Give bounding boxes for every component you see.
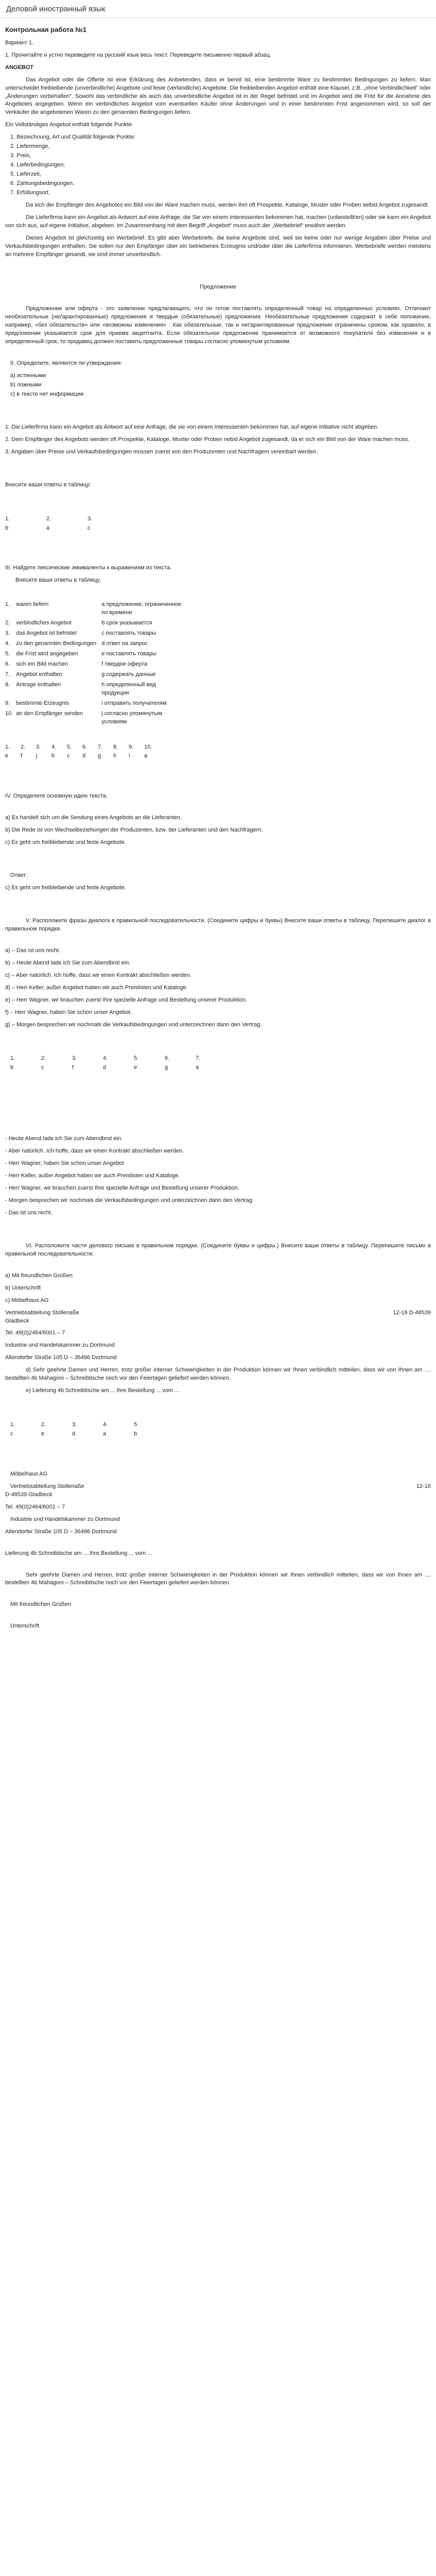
grid-cell: b: [51, 753, 55, 759]
answer-label: Ответ:: [10, 872, 28, 879]
table-cell: 10.: [5, 710, 13, 717]
table-cell: das Angebot ist befristet: [16, 630, 77, 637]
table-cell: Angebot enthalten: [16, 671, 62, 677]
final-signature: Unterschrift: [10, 1623, 40, 1630]
final-subject: Lieferung 4b Schreibtische am ....Ihre Bestellung ... vom ...: [5, 1550, 152, 1556]
list-item: b) ложными: [10, 381, 42, 388]
letter-address: [5, 1309, 431, 1317]
final-greeting: Mit freundlichen Grüßen: [10, 1601, 71, 1608]
list-item: а) истинными: [10, 372, 46, 379]
grid-cell: 7.: [98, 743, 103, 750]
table-cell: bestimmte Erzeugnis: [16, 700, 69, 706]
table-cell: c поставлять товары: [101, 630, 156, 637]
answer-text: c) Es geht um freibleibende und feste Angebote.: [5, 885, 126, 891]
dialog-answer-line: - Herr Keller, außer Angebot haben wir auch Preislisten und Kataloge.: [5, 1173, 180, 1179]
final-address: [5, 1483, 431, 1491]
grid-cell: h: [113, 753, 117, 759]
table-row: [5, 709, 187, 728]
grid-cell: 6.: [82, 743, 88, 750]
variant: Вариант 1.: [5, 39, 34, 46]
task2-title: II. Определите, являются ли утверждения:: [10, 360, 123, 367]
table-cell: 9.: [5, 700, 10, 706]
grid-cell: e: [5, 753, 9, 759]
answer-grid-label: Внесите ваши ответы в таблицу:: [5, 481, 91, 488]
grid-cell: 2.: [21, 743, 26, 750]
grid-cell: 4.: [51, 743, 57, 750]
letter-answer-letters: [5, 1430, 431, 1438]
ru-translation: Предложение или оферта - это заявление предлагающего, что он готов поставлять определенный товар на определенных условиях. Отличают необязательные (неґарантированные) предложения и твердые (обязательные) предложения. Необязательные предложения содержат в себе положение, например, «без обязательств» или «возможны изменения» . Как обязательные, так и неґарантированные предложения ограничены сроком, как правило, в предложении указывается срок для приема акцептанта. Если обязательное предложение принимается от возможного покупателя без изменения и в определенный срок, то продавец должен поставить предложенные товары согласно упомянутым условиям.: [5, 306, 431, 345]
dialog-line: d) – Herr Keller, außer Angebot haben wir auch Preislisten und Kataloge.: [5, 984, 188, 991]
grid-cell: a: [103, 1431, 107, 1437]
final-ind: Industrie und Handelskammer zu Dortmund: [10, 1516, 120, 1522]
doc-title: Контрольная работа №1: [5, 26, 86, 33]
table-cell: waren liefern: [16, 601, 49, 608]
task1: 1. Прочитайте и устно переведите на русский язык весь текст. Переведите письменно первый абзац.: [5, 52, 271, 58]
grid-cell: 4.: [103, 1421, 108, 1428]
table-cell: an den Empfänger senden: [16, 710, 83, 717]
grid-cell: f: [21, 753, 23, 759]
table-cell: e поставлять товары: [101, 651, 156, 657]
grid-cell: c: [41, 1064, 44, 1071]
table-cell: 7.: [5, 671, 10, 677]
list-item: 6. Zahlungsbedingungen,: [10, 180, 75, 187]
answer-grid-letters: [5, 524, 431, 533]
grid-cell: 1.: [5, 743, 10, 750]
grid-cell: a: [144, 753, 148, 759]
address-left: Vertriebsabteilung Stollenaße: [5, 1309, 79, 1316]
table-cell: sich ein Bild machen: [16, 660, 68, 667]
table-cell: Antrage enthalten: [16, 681, 61, 688]
table-cell: 6.: [5, 660, 10, 667]
grid-cell: 6.: [165, 1055, 170, 1062]
grid-cell: f: [72, 1064, 74, 1071]
final-body: Sehr geehrte Damen und Herren, trotz großer interner Schwierigkeiten in der Produktion können wir Ihnen verbindlich mitteilen, dass wir von Ihnen am .... bestellten 4b Mahagoni – Schreibtische noch vor den Feiertagen geliefert werden können.: [5, 1571, 431, 1586]
table-row: [5, 619, 187, 629]
grid-cell: 10.: [144, 743, 152, 750]
grid-cell: b: [10, 1064, 14, 1071]
task3-subtitle: Внесите ваши ответы в таблицу.: [15, 577, 101, 584]
grid-cell: d: [72, 1431, 76, 1437]
table-cell: d ответ на запрос: [101, 640, 148, 647]
grid-cell: e: [41, 1431, 45, 1437]
list-item: 1. Bezeichnung, Art und Qualität folgende Punkte:: [10, 134, 136, 141]
grid-cell: 3.: [72, 1055, 77, 1062]
table-cell: zu den genannten Bedingungen: [16, 640, 97, 647]
grid-cell: c: [88, 524, 91, 531]
table-cell: h определенный вид продукции: [101, 681, 156, 696]
table-cell: die Frist wird angegeben: [16, 651, 78, 657]
grid-cell: 9.: [129, 743, 134, 750]
letter-part-d: d) Sehr geehrte Damen und Herren, trotz großer interner Schwierigkeiten in der Produktion können wir Ihnen verbindlich mitteilen, dass wir von Ihnen am .... bestellten 4b Mahagoni – Schreibtische noch vor den Feiertagen geliefert werden können.: [5, 1367, 431, 1382]
grid-cell: 3.: [88, 515, 93, 522]
grid-cell: i: [129, 753, 130, 759]
grid-cell: c: [67, 753, 70, 759]
ru-heading: Предложение: [200, 284, 236, 291]
grid-cell: 1.: [10, 1055, 15, 1062]
final-city: D-48539 Gladbeck: [5, 1491, 53, 1498]
grid-cell: d: [82, 753, 86, 759]
letter-part-c: c) Möbelhaus AG: [5, 1297, 49, 1303]
task4-option-a: a) Es handelt sich um die Sendung eines Angebots an die Lieferanten.: [5, 815, 182, 821]
list-item: c) в тексте нет информации: [10, 391, 84, 397]
table-row: [5, 650, 187, 660]
dialog-answer-letters: [5, 1064, 431, 1072]
table-row: [5, 629, 187, 639]
letter-tel: Tel. 49(0)2464/6001 – 7: [5, 1330, 65, 1336]
task2-options: [5, 372, 431, 399]
letter-ind: Industrie und Handelskammer zu Dortmund: [5, 1342, 115, 1349]
grid-cell: a: [196, 1064, 199, 1071]
grid-cell: 2.: [46, 515, 51, 522]
document-body: [0, 18, 436, 1631]
dialog-line: f) – Herr Wagner, haben Sie schon unser Angebot.: [5, 1009, 132, 1015]
table-cell: verbindliches Angebot: [16, 620, 72, 626]
match-answer-numbers: [5, 743, 431, 752]
para-2-intro: Ein Vollständiges Angebot enthält folgende Punkte:: [5, 122, 133, 128]
final-tel: Tel. 49(0)2464/6001 – 7: [5, 1503, 65, 1510]
table-cell: 3.: [5, 630, 10, 637]
table-row: [5, 699, 187, 709]
list-item: 3. Preis,: [10, 152, 31, 159]
grid-cell: a: [46, 524, 50, 531]
para-1: Das Angebot oder die Offerte ist eine Erklärung des Anbietenden, dass er bereit ist, eine bestimmte Ware zu bestimmten Bedingungen zu liefern. Man unterscheidet freibleibende (unverbindliche) Angebote und feste (verbindliche) Angebote. Die freibleibenden Angebot enthält eine Klausel, z.B. „ohne Verbindlichkeit“ oder „Änderungen vorbehalten“. Sowohl das verbindliche als auch das unverbindliche Angebot ist in der Regel befristet und im Angebot wird die Frist für die Annahme des Angebotes angegeben. Wenn ein verbindliches Angebot vom eventuellen Käufer ohne Änderungen und in einer bestimmten Frist angenommen wird, so soll der Verkäufer die angebotenen Waren zu den genannten Bedingungen liefern.: [5, 76, 431, 116]
dialog-answer-line: - Das ist uns recht.: [5, 1209, 53, 1216]
table-cell: а предложение, ограниченное по времени: [101, 601, 182, 616]
letter-alt: Altendorfer Straße 105 D – 36486 Dortmund: [5, 1354, 117, 1361]
task4-title: IV. Определите основную идею текста.: [5, 793, 108, 800]
address-right: 12-16: [416, 1483, 431, 1489]
grid-cell: d: [103, 1064, 107, 1071]
grid-cell: b: [134, 1431, 137, 1437]
table-cell: 1.: [5, 601, 10, 608]
grid-cell: 3.: [72, 1421, 77, 1428]
dialog-line: a) – Das ist uns recht.: [5, 947, 60, 954]
dialog-answer-line: - Heute Abend lade ich Sie zum Abendbrot ein.: [5, 1136, 123, 1142]
statement-3: 3. Angaben über Preise und Verkaufsbedingungen müssen zuerst von den Produzenten und Nachfragern vereinbart werden.: [5, 448, 318, 455]
task4-option-b: b) Die Rede ist von Wechselbeziehungen der Produzenten, bzw. der Lieferanten und den Nachfragern.: [5, 827, 263, 834]
table-cell: b срок указывается: [101, 620, 152, 626]
grid-cell: 1.: [10, 1421, 15, 1428]
statement-2: 2. Dem Empfänger des Angebots werden oft Prospekte, Kataloge, Muster oder Proben nebst Angebot zugesandt, da er sich ein Bild von der Ware machen muss.: [5, 436, 410, 443]
list-item: 5. Lieferzeit,: [10, 171, 41, 178]
task3-title: III. Найдите лексические эквиваленты к выражениям из текста.: [5, 565, 172, 571]
table-row: [5, 670, 187, 681]
grid-cell: 5.: [134, 1055, 139, 1062]
letter-part-b: b) Unterschrift: [5, 1284, 41, 1291]
table-row: [5, 681, 187, 699]
points-list: [5, 133, 431, 197]
table-cell: f твердое оферта: [101, 660, 148, 667]
grid-cell: e: [134, 1064, 137, 1071]
grid-cell: 7.: [196, 1055, 201, 1062]
grid-cell: 5.: [67, 743, 72, 750]
grid-cell: 2.: [41, 1421, 46, 1428]
list-item: 2. Liefermenge,: [10, 143, 50, 150]
task5-title: V. Расположите фразы диалога в правильной последовательности. (Соедините цифры и буквы) Внесите ваши ответы в таблицу. Перепишите диалог в правильном порядке.: [5, 918, 431, 932]
grid-cell: 2.: [41, 1055, 46, 1062]
table-cell: 4.: [5, 640, 10, 647]
grid-cell: g: [165, 1064, 168, 1071]
dialog-line: e) – Herr Wagner, wir brauchen zuerst Ihre spezielle Anfrage und Bestellung unserer Produktion.: [5, 996, 247, 1003]
dialog-answer-line: - Aber natürlich. Ich hoffe, dass wir einen Kontrakt abschließen werden.: [5, 1148, 184, 1155]
dialog-line: g) – Morgen besprechen wir nochmals die Verkaufsbedingungen und unterzeichnen dann den Vertrag.: [5, 1021, 262, 1028]
grid-cell: j: [36, 753, 38, 759]
grid-cell: 8.: [113, 743, 118, 750]
dialog-answer-line: - Herr Wagner, wir brauchen zuerst Ihre spezielle Anfrage und Bestellung unserer Produktion.: [5, 1185, 239, 1192]
letter-part-a: a) Mit freundlichen Grüßen: [5, 1272, 73, 1279]
address-right: 12-16 D-48539: [393, 1309, 431, 1316]
grid-cell: 1.: [5, 515, 10, 522]
list-item: 7. Erfüllungsort.: [10, 189, 50, 196]
dialog-line: c) – Aber natürlich. Ich hoffe, dass wir einen Kontrakt abschließen werden.: [5, 972, 191, 978]
table-cell: 5.: [5, 651, 10, 657]
table-cell: 2.: [5, 620, 10, 626]
dialog-line: b) – Heute Abend lade ich Sie zum Abendbrot ein.: [5, 959, 131, 966]
address-left: Vertriebsabteilung Stollenaße: [10, 1483, 84, 1489]
dialog-answer-line: - Herr Wagner, haben Sie schon unser Angebot: [5, 1160, 124, 1167]
table-cell: 8.: [5, 681, 10, 688]
grid-cell: 3.: [36, 743, 41, 750]
angebot-heading: ANGEBOT: [5, 64, 33, 71]
list-item: 4. Lieferbedingungen,: [10, 162, 65, 168]
match-answer-letters: [5, 752, 431, 760]
table-cell: i отправить получателям: [101, 700, 167, 706]
table-cell: g содержать данные: [101, 671, 156, 677]
para-3: Da sich der Empfänger des Angebotes ein Bild von der Ware machen muss, werden ihm oft Prospekte, Kataloge, Muster oder Proben selbst Angebot zugesandt.: [26, 201, 429, 208]
task6-title: VI. Расположите части делового письма в правильном порядке. (Соедините буквы и цифры.) Внесите ваши ответы в таблицу. Перепишите письмо в правильной последовательности.: [5, 1242, 431, 1257]
table-row: [5, 600, 187, 619]
task4-option-c: c) Es geht um freibleibende und feste Angebote.: [5, 839, 126, 846]
grid-cell: 4.: [103, 1055, 108, 1062]
answer-grid-numbers: [5, 515, 431, 523]
window-title: Деловой иностранный язык: [0, 0, 436, 18]
table-cell: j согласно упомянутым условиям: [101, 710, 162, 725]
grid-cell: b: [5, 524, 9, 531]
para-4: Die Lieferfirma kann ein Angebot als Antwort auf eine Anfrage, die Sie von einem Interessenten bekommen hat, machen (unbestellt/en) oder sie kann ein Angebot von sich aus, auf eigene Initiative, abgeben. Im Zusammenhang mit dem Begriff „Angebot“ muss auch der „Werbebrief“ erwähnt werden.: [5, 214, 431, 229]
grid-cell: c: [10, 1431, 13, 1437]
dialog-answer-numbers: [5, 1055, 431, 1063]
letter-answer-numbers: [5, 1421, 431, 1429]
grid-cell: 5.: [134, 1421, 139, 1428]
final-mobel: Möbelhaus AG: [10, 1470, 48, 1477]
match-table: [5, 600, 187, 727]
final-alt: Altendorfer Straße 105 D – 36486 Dortmund: [5, 1528, 117, 1535]
letter-city: Gladbeck: [5, 1317, 29, 1324]
letter-part-e: e) Lieferung 4b Schreibtische am ... Ihre Bestellung ... vom ...: [26, 1387, 180, 1394]
dialog-answer-line: - Morgen besprechen wir nochmals die Verkaufsbedingungen und unterzeichnen dann den Vertrag.: [5, 1197, 254, 1204]
table-row: [5, 639, 187, 650]
para-5: Dieses Angebot ist gleichzeitig ein Werbebrief. Es gibt aber Werbebriefe, die keine Angebote sind, weil sie keine oder nur wenige Angaben über Preise und Verkaufsbedingungen enthalten. Sie sollen nur den Empfänger über ein betriebenes Erzeugnis und/oder über die Lieferfirma informieren. Werbebriefe werden meistens an mehrere Empfänger gesandt, sie sind immer unverbindlich.: [5, 234, 431, 258]
statement-1: 1. Die Lieferfirma kann ein Angebot als Antwort auf eine Anfrage, die sie von einem Interessenten bekommen hat, auf eigene Initiative nicht abgeben.: [5, 423, 379, 430]
table-row: [5, 660, 187, 670]
grid-cell: g: [98, 753, 101, 759]
